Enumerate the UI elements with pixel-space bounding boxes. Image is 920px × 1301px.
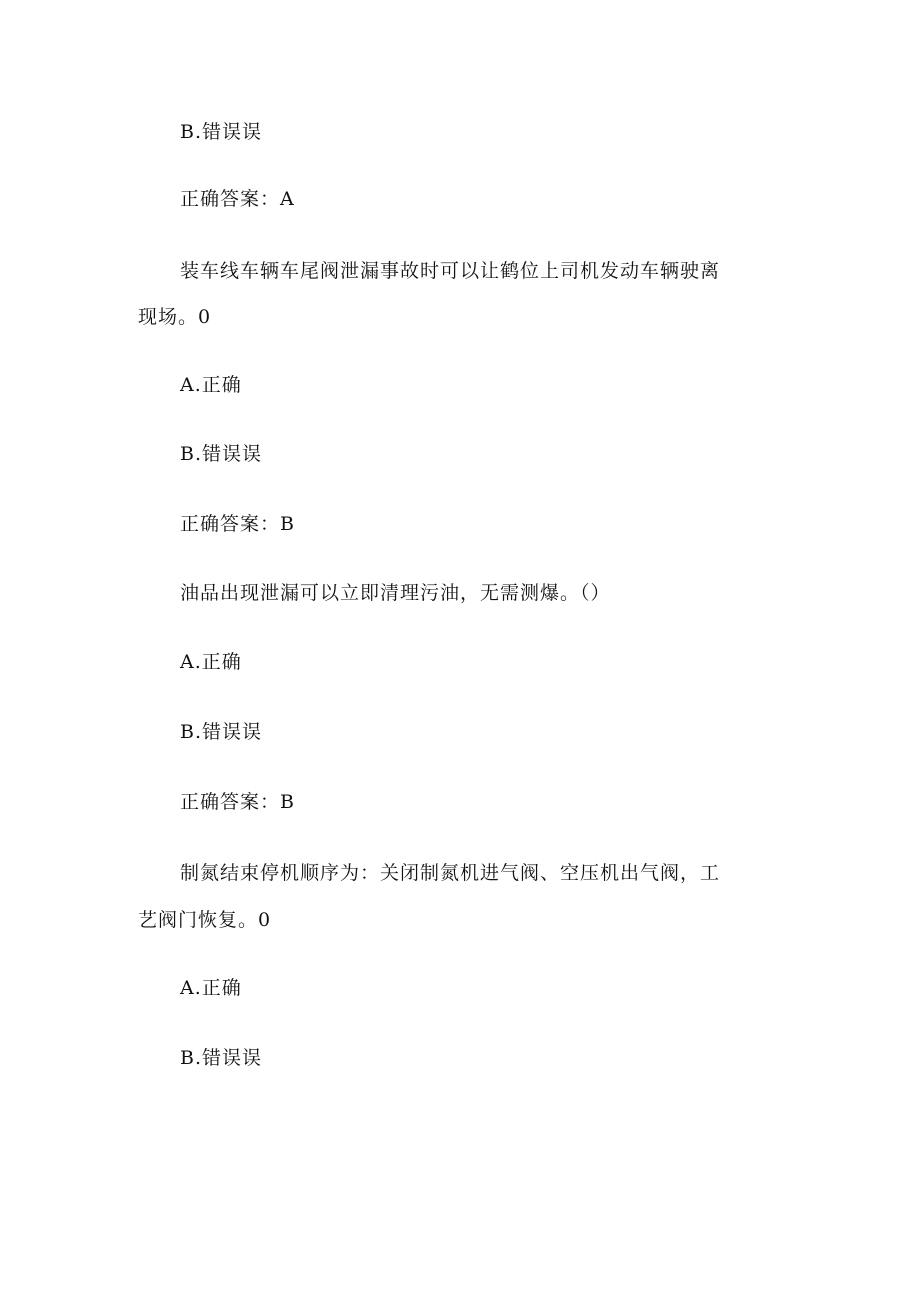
option-b: B.错误误 <box>180 121 263 143</box>
question-text: 油品出现泄漏可以立即清理污油，无需测爆。（） <box>180 582 611 604</box>
correct-answer: 正确答案：B <box>180 513 295 535</box>
correct-answer: 正确答案：A <box>180 188 295 210</box>
option-b: B.错误误 <box>180 443 263 465</box>
option-a: A.正确 <box>180 977 242 999</box>
option-b: B.错误误 <box>180 1047 263 1069</box>
option-a: A.正确 <box>180 374 242 396</box>
question-text-continued: 艺阀门恢复。0 <box>138 909 272 931</box>
correct-answer: 正确答案：B <box>180 791 295 813</box>
option-a: A.正确 <box>180 651 242 673</box>
question-text: 制氮结束停机顺序为：关闭制氮机进气阀、空压机出气阀，工 <box>180 862 721 884</box>
question-text-continued: 现场。0 <box>138 306 212 328</box>
option-b: B.错误误 <box>180 721 263 743</box>
question-text: 装车线车辆车尾阀泄漏事故时可以让鹤位上司机发动车辆驶离 <box>180 260 721 282</box>
